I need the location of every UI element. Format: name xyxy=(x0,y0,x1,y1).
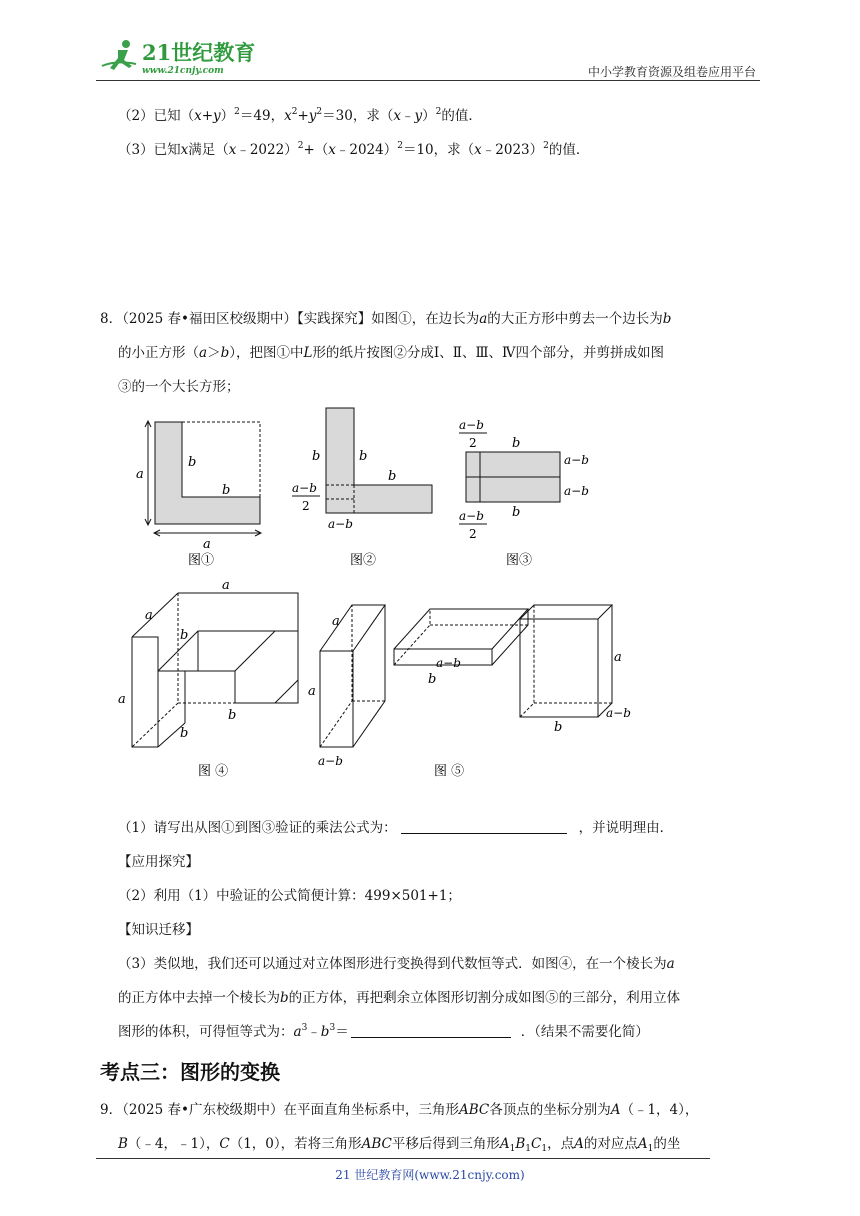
fig5-amb-mid: a−b xyxy=(436,656,461,670)
figure-2 xyxy=(292,408,432,568)
tag-transfer: 【知识迁移】 xyxy=(118,922,199,938)
footer-link[interactable]: 21 世纪教育网(www.21cnjy.com) xyxy=(335,1168,525,1182)
figures-4-5 xyxy=(110,575,650,785)
fig3-amb-bot-num: a−b xyxy=(459,509,484,523)
fig1-a-left: a xyxy=(136,467,144,482)
q8-line2: 的小正方形（a＞b），把图①中L形的纸片按图②分成Ⅰ、Ⅱ、Ⅲ、Ⅳ四个部分，并剪拼成如图 xyxy=(118,345,664,361)
platform-name: 中小学教育资源及组卷应用平台 xyxy=(587,65,756,79)
q8-line1: 8．（2025 春•福田区校级期中）【实践探究】如图①，在边长为a的大正方形中剪去一个边长为b xyxy=(100,311,672,327)
fig4-b-top: b xyxy=(180,628,189,643)
fig2-caption: 图② xyxy=(350,553,377,568)
fig3-two-bot: 2 xyxy=(469,527,477,541)
footer-divider xyxy=(96,1158,710,1159)
q9-line2: B（﹣4，﹣1），C（1，0），若将三角形ABC平移后得到三角形$A_1B_1C_1$，点A的对应点$A_1$的坐 xyxy=(118,1136,681,1154)
q7-part3: （3）已知x满足（x﹣2022）$^2$+（x﹣2024）$^2$＝10，求（x﹣2023）$^2$的值． xyxy=(118,141,590,158)
fig3-amb-right2: a−b xyxy=(564,484,589,498)
answer-blank-1[interactable] xyxy=(401,819,567,834)
figure-5-flat xyxy=(394,609,528,665)
fig4-b-bottom: b xyxy=(228,708,237,723)
answer-blank-2[interactable] xyxy=(351,1023,511,1038)
figure-5-slab xyxy=(320,605,385,747)
fig5-amb-bottom: a−b xyxy=(318,754,343,768)
q8-sub3-line2: 的正方体中去掉一个棱长为b的正方体，再把剩余立体图形切割分成如图⑤的三部分，利用立体 xyxy=(118,990,681,1006)
fig5-b-flat: b xyxy=(428,672,437,687)
fig5-a-right: a xyxy=(614,650,622,665)
figure-5-box xyxy=(520,605,612,717)
site-logo xyxy=(96,36,266,78)
q8-sub2: （2）利用（1）中验证的公式简便计算：499×501+1； xyxy=(118,888,461,904)
fig5-amb-right: a−b xyxy=(606,706,631,720)
fig2-b-left: b xyxy=(312,449,321,464)
fig2-b-top: b xyxy=(388,469,397,484)
q8-sub1: （1）请写出从图①到图③验证的乘法公式为： ，并说明理由． xyxy=(118,820,674,836)
fig2-amb-bottom: a−b xyxy=(328,517,353,531)
fig5-a-diag: a xyxy=(332,614,340,629)
fig4-a-left: a xyxy=(118,692,126,707)
fig1-b-mid: b xyxy=(188,455,197,470)
logo-url: www.21cnjy.com xyxy=(142,66,224,76)
fig4-b-diag: b xyxy=(180,726,189,741)
fig4-caption: 图 ④ xyxy=(198,764,229,779)
section-heading: 考点三：图形的变换 xyxy=(100,1060,280,1084)
figures-1-3 xyxy=(120,400,640,575)
fig2-two: 2 xyxy=(302,499,310,513)
q7-part2: （2）已知$(x+y)^2=49$，$x^2+y^2=30$，求（x﹣y）$^2$的值． xyxy=(118,107,482,124)
fig3-two-top: 2 xyxy=(469,436,477,450)
header-divider xyxy=(96,80,760,81)
q8-sub3-line1: （3）类似地，我们还可以通过对立体图形进行变换得到代数恒等式．如图④，在一个棱长为a xyxy=(118,956,675,972)
fig1-a-bottom: a xyxy=(203,537,211,552)
figure-3 xyxy=(459,418,589,568)
fig2-amb-num: a−b xyxy=(292,481,317,495)
runner-icon xyxy=(102,40,136,70)
fig3-amb-right1: a−b xyxy=(564,453,589,467)
fig5-b-box: b xyxy=(554,720,563,735)
fig3-caption: 图③ xyxy=(506,553,533,568)
fig3-amb-top-num: a−b xyxy=(459,418,484,432)
fig5-caption: 图 ⑤ xyxy=(434,764,465,779)
fig3-b-bottom: b xyxy=(512,505,521,520)
q8-line3: ③的一个大长方形； xyxy=(118,379,240,395)
logo-text: 21世纪教育 xyxy=(142,40,256,65)
fig5-a-left: a xyxy=(308,684,316,699)
fig1-caption: 图① xyxy=(188,553,215,568)
tag-apply: 【应用探究】 xyxy=(118,854,199,870)
fig2-b-right: b xyxy=(359,449,368,464)
fig3-b-top: b xyxy=(512,436,521,451)
fig4-a-top: a xyxy=(222,578,230,593)
fig1-b-bottom: b xyxy=(222,483,231,498)
fig4-a-diag: a xyxy=(145,608,153,623)
figure-1 xyxy=(136,421,261,568)
q8-sub3-line3: 图形的体积，可得恒等式为：$a^3﹣b^3=$ ．（结果不需要化简） xyxy=(118,1023,649,1040)
figure-4 xyxy=(132,593,298,747)
q9-line1: 9．（2025 春•广东校级期中）在平面直角坐标系中，三角形ABC各顶点的坐标分别为A（﹣1，4）， xyxy=(100,1102,699,1118)
